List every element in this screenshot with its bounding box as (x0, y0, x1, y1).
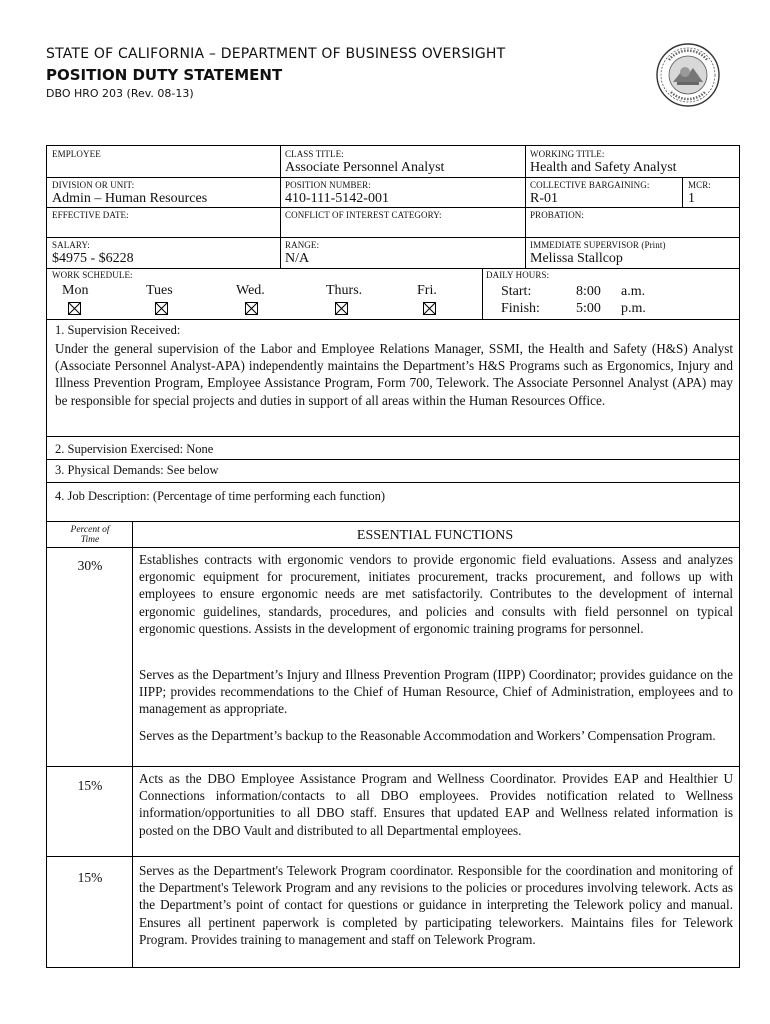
conflict-label: CONFLICT OF INTEREST CATEGORY: (285, 210, 442, 220)
day-label-tues: Tues (146, 283, 173, 298)
supervisor-field[interactable]: Melissa Stallcop (530, 251, 623, 266)
start-time[interactable]: 8:00 (576, 284, 601, 299)
document-title: POSITION DUTY STATEMENT (46, 66, 283, 84)
checkbox-thurs[interactable] (335, 302, 348, 315)
supervision-received-body: Under the general supervision of the Labor and Employee Relations Manager, SSMI, the Health and Safety (H&S) Analyst (Associate Personnel Analyst-APA) independently maintains the Department’s H&S Programs such as Ergonomics, Injury and Illness Prevention Program, Employee Assistance Program, Form 700, Telework. The Associate Personnel Analyst (APA) may be responsible for special projects and duties in support of all areas within the Human Resources Office. (55, 341, 733, 408)
salary-label: SALARY: (52, 240, 90, 250)
grid-line (46, 268, 740, 269)
physical-demands: 3. Physical Demands: See below (55, 463, 219, 477)
percent-cell-2: 15% (77, 778, 103, 793)
checkbox-wed[interactable] (245, 302, 258, 315)
work-schedule-label: WORK SCHEDULE: (52, 270, 133, 280)
day-label-mon: Mon (62, 283, 89, 298)
employee-label: EMPLOYEE (52, 149, 101, 159)
state-seal-icon (655, 42, 721, 108)
section-divider (46, 482, 740, 483)
percent-of-time-header (50, 525, 130, 545)
function-paragraph-1c: Serves as the Department’s backup to the Reasonable Accommodation and Workers’ Compensation Program. (139, 728, 716, 743)
checkbox-fri[interactable] (423, 302, 436, 315)
mcr-field[interactable]: 1 (688, 191, 695, 206)
day-label-thurs: Thurs. (326, 283, 363, 298)
position-number-label: POSITION NUMBER: (285, 180, 371, 190)
grid-line (46, 177, 740, 178)
grid-line (46, 237, 740, 238)
form-id: DBO HRO 203 (Rev. 08-13) (46, 87, 194, 100)
mcr-label: MCR: (688, 180, 711, 190)
bargaining-field[interactable]: R-01 (530, 191, 558, 206)
daily-hours-label: DAILY HOURS: (486, 270, 550, 280)
function-paragraph-3: Serves as the Department's Telework Program coordinator. Responsible for the coordination and monitoring of the Department's Telework Program and any revisions to the policies or procedures involving telework. Acts as the Department’s point of contact for questions or guidance in interpreting the Telework policy and manual. Ensures all pertinent paperwork is completed by participating teleworkers. Maintains files for Telework Program. Provides training to management and staff on Telework Program. (139, 863, 733, 947)
grid-line (46, 319, 740, 320)
division-label: DIVISION OR UNIT: (52, 180, 135, 190)
percent-cell-1: 30% (77, 558, 103, 573)
class-title-field[interactable]: Associate Personnel Analyst (285, 160, 445, 175)
start-label: Start: (501, 284, 532, 299)
start-ampm: a.m. (621, 284, 646, 299)
finish-ampm: p.m. (621, 301, 646, 316)
class-title-label: CLASS TITLE: (285, 149, 344, 159)
table-line (46, 547, 740, 548)
grid-line (280, 145, 281, 268)
grid-line (682, 177, 683, 207)
table-line (132, 521, 133, 968)
grid-line (482, 268, 483, 319)
supervisor-label: IMMEDIATE SUPERVISOR (Print) (530, 240, 666, 250)
probation-label: PROBATION: (530, 210, 585, 220)
grid-line (46, 207, 740, 208)
function-paragraph-2: Acts as the DBO Employee Assistance Program and Wellness Coordinator. Provides EAP and Healthier U Connections information/contacts to all DBO employees. Provides notification related to Wellness information/opportunities to all DBO staff. Ensures that updated EAP and Wellness related information is posted on the DBO Vault and distributed to all Departmental employees. (139, 771, 733, 838)
percent-header-line2: Time (80, 535, 100, 545)
bargaining-label: COLLECTIVE BARGAINING: (530, 180, 650, 190)
function-paragraph-1b: Serves as the Department’s Injury and Illness Prevention Program (IIPP) Coordinator; provides guidance on the IIPP; provides recommendations to the Chief of Human Resource, Chief of Administration, employees and to management as appropriate. (139, 667, 733, 717)
effective-date-label: EFFECTIVE DATE: (52, 210, 129, 220)
job-description-title: 4. Job Description: (Percentage of time performing each function) (55, 489, 386, 503)
section-divider (46, 459, 740, 460)
table-line (46, 856, 740, 857)
finish-label: Finish: (501, 301, 540, 316)
position-number-field[interactable]: 410-111-5142-001 (285, 191, 389, 206)
section-divider (46, 521, 740, 522)
percent-header-line1: Percent of (70, 525, 110, 535)
supervision-exercised: 2. Supervision Exercised: None (55, 442, 214, 456)
salary-field[interactable]: $4975 - $6228 (52, 251, 134, 266)
day-label-fri: Fri. (417, 283, 437, 298)
range-field[interactable]: N/A (285, 251, 310, 266)
finish-time[interactable]: 5:00 (576, 301, 601, 316)
section-divider (46, 436, 740, 437)
function-paragraph-1a: Establishes contracts with ergonomic vendors to provide ergonomic field evaluations. Assess and analyzes ergonomic equipment for procurement, initiates procurement, tracks procurement, and follows up with employees to ensure ergonomic needs are met satisfactorily. Contributes to the development of internal ergonomic guidelines, standards, procedures, and policies and consults with field personnel on typical ergonomic questions. Assists in the development of ergonomic training programs for personnel. (139, 552, 733, 636)
supervision-received-title: 1. Supervision Received: (55, 323, 181, 337)
grid-line (525, 145, 526, 268)
working-title-field[interactable]: Health and Safety Analyst (530, 160, 677, 175)
day-label-wed: Wed. (236, 283, 265, 298)
checkbox-tues[interactable] (155, 302, 168, 315)
range-label: RANGE: (285, 240, 320, 250)
agency-heading: STATE OF CALIFORNIA – DEPARTMENT OF BUSINESS OVERSIGHT (46, 46, 506, 62)
checkbox-mon[interactable] (68, 302, 81, 315)
working-title-label: WORKING TITLE: (530, 149, 605, 159)
percent-cell-3: 15% (77, 870, 103, 885)
table-line (46, 766, 740, 767)
division-field[interactable]: Admin – Human Resources (52, 191, 208, 206)
essential-functions-header: ESSENTIAL FUNCTIONS (356, 528, 514, 543)
